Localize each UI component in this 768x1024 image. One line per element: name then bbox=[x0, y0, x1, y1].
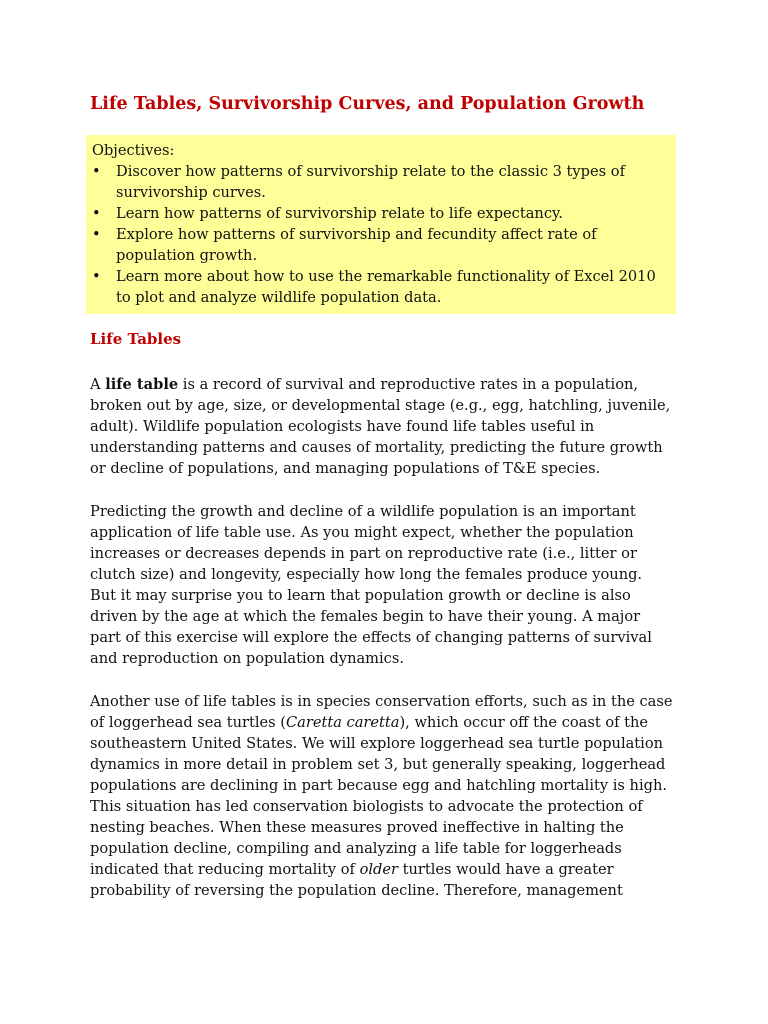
objective-text: to plot and analyze wildlife population data. bbox=[116, 289, 442, 306]
paragraph-line: or decline of populations, and managing populations of T&E species. bbox=[90, 460, 601, 477]
objectives-list bbox=[92, 161, 668, 308]
paragraph-line: part of this exercise will explore the effects of changing patterns of survival bbox=[90, 629, 652, 646]
objective-text: Discover how patterns of survivorship relate to the classic 3 types of bbox=[116, 163, 625, 180]
paragraph-line: application of life table use. As you might expect, whether the population bbox=[90, 524, 634, 541]
paragraph-life-table-definition bbox=[90, 374, 690, 479]
emphasis-older: older bbox=[359, 861, 398, 878]
paragraph-line: adult). Wildlife population ecologists have found life tables useful in bbox=[90, 418, 595, 435]
bullet-icon: • bbox=[92, 205, 101, 222]
bullet-icon: • bbox=[92, 226, 101, 243]
paragraph-line: understanding patterns and causes of mortality, predicting the future growth bbox=[90, 439, 663, 456]
paragraph-line bbox=[90, 859, 690, 880]
document-title: Life Tables, Survivorship Curves, and Population Growth bbox=[90, 94, 645, 114]
paragraph-conservation bbox=[90, 691, 690, 901]
objective-item bbox=[92, 203, 668, 224]
paragraph-line: driven by the age at which the females begin to have their young. A major bbox=[90, 608, 641, 625]
objective-text: survivorship curves. bbox=[116, 184, 266, 201]
text-run: turtles would have a greater bbox=[397, 861, 614, 878]
term-life-table: life table bbox=[105, 376, 179, 393]
objective-item bbox=[92, 266, 668, 308]
paragraph-line: Predicting the growth and decline of a wildlife population is an important bbox=[90, 503, 636, 520]
paragraph-line: clutch size) and longevity, especially how long the females produce young. bbox=[90, 566, 643, 583]
paragraph-line bbox=[90, 374, 690, 395]
text-run: of loggerhead sea turtles ( bbox=[90, 714, 286, 731]
objective-item bbox=[92, 224, 668, 266]
bullet-icon: • bbox=[92, 163, 101, 180]
text-run: is a record of survival and reproductive rates in a population, bbox=[178, 376, 639, 393]
paragraph-line: and reproduction on population dynamics. bbox=[90, 650, 404, 667]
paragraph-line: broken out by age, size, or developmental stage (e.g., egg, hatchling, juvenile, bbox=[90, 397, 671, 414]
objectives-heading: Objectives: bbox=[92, 142, 175, 159]
section-heading-life-tables: Life Tables bbox=[90, 330, 182, 348]
paragraph-line bbox=[90, 712, 690, 733]
paragraph-line: This situation has led conservation biologists to advocate the protection of bbox=[90, 798, 643, 815]
text-run: A bbox=[90, 376, 106, 393]
paragraph-line: dynamics in more detail in problem set 3, but generally speaking, loggerhead bbox=[90, 756, 666, 773]
objective-text: Learn how patterns of survivorship relate to life expectancy. bbox=[116, 205, 563, 222]
paragraph-line: southeastern United States. We will explore loggerhead sea turtle population bbox=[90, 735, 664, 752]
paragraph-line: nesting beaches. When these measures proved ineffective in halting the bbox=[90, 819, 624, 836]
paragraph-line: population decline, compiling and analyzing a life table for loggerheads bbox=[90, 840, 622, 857]
objectives-box bbox=[86, 135, 676, 314]
paragraph-line: But it may surprise you to learn that population growth or decline is also bbox=[90, 587, 631, 604]
paragraph-line: increases or decreases depends in part on reproductive rate (i.e., litter or bbox=[90, 545, 637, 562]
objective-text: Explore how patterns of survivorship and fecundity affect rate of bbox=[116, 226, 597, 243]
objective-text: Learn more about how to use the remarkable functionality of Excel 2010 bbox=[116, 268, 656, 285]
objective-text: population growth. bbox=[116, 247, 258, 264]
paragraph-population-growth bbox=[90, 501, 690, 669]
paragraph-line: probability of reversing the population decline. Therefore, management bbox=[90, 882, 623, 899]
species-name: Caretta caretta bbox=[286, 714, 400, 731]
paragraph-line: Another use of life tables is in species conservation efforts, such as in the case bbox=[90, 693, 673, 710]
objective-item bbox=[92, 161, 668, 203]
paragraph-line: populations are declining in part because egg and hatchling mortality is high. bbox=[90, 777, 667, 794]
bullet-icon: • bbox=[92, 268, 101, 285]
text-run: ), which occur off the coast of the bbox=[399, 714, 649, 731]
text-run: indicated that reducing mortality of bbox=[90, 861, 360, 878]
